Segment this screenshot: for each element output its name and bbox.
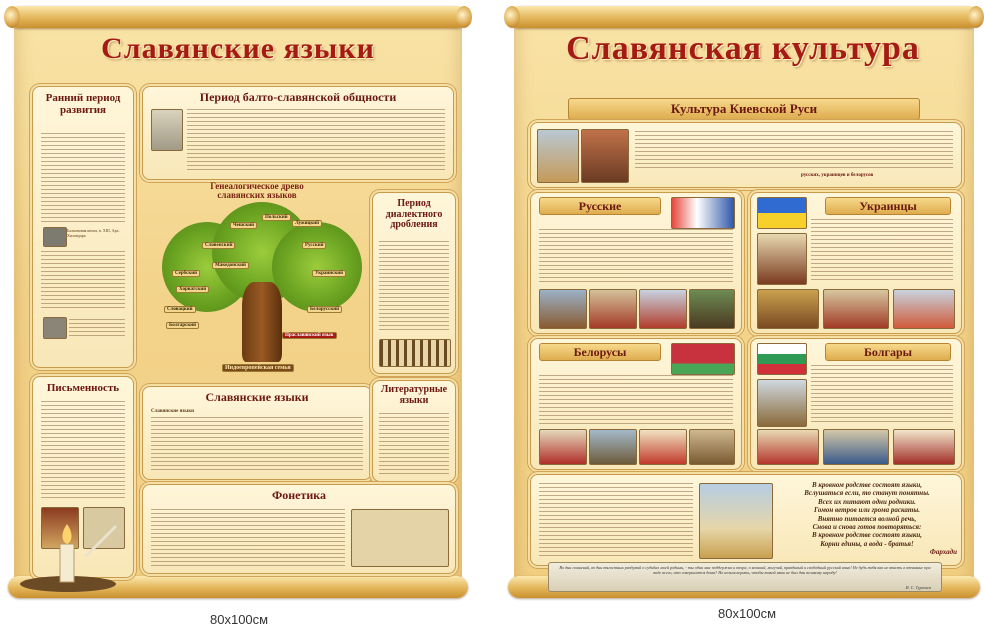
poem-line: Корни едины, а вода - братья! — [820, 539, 914, 548]
russia-map-image — [671, 197, 735, 229]
russians-photo-3 — [639, 289, 687, 329]
russians-photo-1 — [539, 289, 587, 329]
ukrainians-photo-2 — [757, 289, 819, 329]
branch-label-slovenian: Словенский — [202, 242, 235, 249]
panel-early-period — [32, 86, 134, 368]
balto-text — [187, 109, 445, 173]
panel-literary-title: Литературные языки — [380, 384, 448, 406]
ukraine-map-image — [757, 197, 807, 229]
belarusians-title: Белорусы — [539, 343, 661, 361]
bulgarians-photo-4 — [893, 429, 955, 465]
bulgarians-title: Болгары — [825, 343, 951, 361]
bulgarians-photo-2 — [757, 429, 819, 465]
literary-text — [379, 413, 449, 475]
kiev-text — [635, 131, 953, 171]
panel-russians — [530, 192, 742, 334]
tree-title: Генеалогическое древо славянских языков — [210, 181, 304, 201]
poem-line: В кровном родстве состоят языки, — [811, 481, 923, 489]
panel-early-period-title: Ранний период развития — [45, 92, 121, 116]
panel-belarusians — [530, 338, 742, 470]
poem-line: В кровном родстве состоят языки, — [811, 531, 923, 540]
bulgarians-text — [811, 365, 953, 425]
ukrainians-text — [811, 219, 953, 283]
tree-trunk — [242, 282, 282, 362]
panel-balto-slavic — [142, 86, 454, 180]
quote-ribbon — [548, 562, 942, 592]
belarusians-photo-2 — [589, 429, 637, 465]
branch-label-ukrainian: Украинский — [312, 270, 346, 277]
right-poster — [508, 6, 980, 621]
candle-inkwell-decoration — [16, 506, 126, 596]
right-size-label: 80x100см — [718, 606, 777, 621]
ukrainians-photo-3 — [823, 289, 889, 329]
kiev-culture-ribbon: Культура Киевской Руси — [568, 98, 920, 120]
poem-author: Фархади — [929, 548, 957, 557]
panel-phonetics — [142, 484, 456, 574]
ukrainians-title: Украинцы — [825, 197, 951, 215]
slavic-lead-word: Славянские языки — [151, 409, 194, 414]
bulgaria-map-image — [757, 343, 807, 375]
tree-trunk-label: Праславянский язык — [282, 332, 337, 339]
branch-label-bulgarian: Болгарский — [166, 322, 199, 329]
quote-author: И. С. Тургенев — [905, 585, 931, 590]
old-manuscript-image — [43, 317, 67, 339]
tree-root-label: Индоевропейская семья — [222, 364, 294, 372]
poem-intro-text — [539, 483, 693, 557]
belarusians-photo-1 — [539, 429, 587, 465]
bulgarians-photo-1 — [757, 379, 807, 427]
slavic-text — [151, 417, 363, 473]
branch-label-slovak: Словацкий — [164, 306, 196, 313]
poem-line: Снова и снова готов повторяться: — [812, 523, 922, 532]
birch-bark-image — [43, 227, 67, 247]
left-size-label: 80x100см — [210, 612, 269, 627]
branch-label-serbian: Сербский — [172, 270, 200, 277]
russians-text — [539, 229, 733, 283]
panel-poem — [530, 474, 962, 566]
left-poster-title: Славянские языки — [101, 32, 375, 65]
writing-text — [41, 401, 125, 501]
branch-label-sorbian: Лужицкий — [292, 220, 322, 227]
panel-balto-slavic-title: Период балто-славянской общности — [199, 90, 397, 104]
bulgarians-photo-3 — [823, 429, 889, 465]
kiev-painting-image — [581, 129, 629, 183]
phonetics-text — [151, 509, 345, 567]
early-text-3 — [69, 319, 125, 337]
ancient-letters-image — [351, 509, 449, 567]
early-text — [41, 133, 125, 223]
branch-label-polish: Польский — [262, 214, 291, 221]
panel-dialect-title: Период диалектного дробления — [385, 198, 443, 230]
branch-label-croatian: Хорватский — [176, 286, 209, 293]
right-top-roll-end — [504, 6, 520, 28]
branch-label-russian: Русский — [302, 242, 326, 249]
panel-dialect — [372, 192, 456, 374]
belarusians-text — [539, 375, 733, 425]
left-top-roll-end — [4, 6, 20, 28]
panel-bulgarians — [750, 338, 962, 470]
branch-label-czech: Чешский — [230, 222, 257, 229]
right-top-roll-end-right — [968, 6, 984, 28]
russians-title: Русские — [539, 197, 661, 215]
panel-phonetics-title: Фонетика — [271, 488, 327, 502]
right-top-scroll — [508, 6, 980, 28]
panel-literary-languages — [372, 380, 456, 482]
runes-image — [379, 339, 451, 367]
quote-text: Во дни сомнений, во дни тягостных раздумий о судьбах моей родины, - ты одна мне поддержка и опора, о великий, могучий, правдивый и свободный русский язык! Не будь тебя как не впасть в отчаяние при виде всего, что совершается дома? Но нельзя верить, чтобы такой язык не был дан великому народу! — [559, 565, 931, 576]
dialect-text — [379, 241, 449, 331]
panel-ukrainians — [750, 192, 962, 334]
branch-label-macedonian: Македонский — [212, 262, 249, 269]
belarus-map-image — [671, 343, 735, 375]
belarusians-photo-4 — [689, 429, 735, 465]
panel-kiev-culture — [530, 122, 962, 188]
poem — [777, 481, 957, 557]
early-text-2 — [41, 251, 125, 311]
russians-photo-2 — [589, 289, 637, 329]
cathedral-image — [699, 483, 773, 559]
ancient-inscription-image — [151, 109, 183, 151]
ukrainians-photo-1 — [757, 233, 807, 285]
branch-label-belarusian: Белорусский — [307, 306, 342, 313]
panel-writing-title: Письменность — [46, 382, 120, 394]
poem-line: Вслушаться если, то станут понятны. — [804, 489, 930, 498]
russians-photo-4 — [689, 289, 735, 329]
poem-line: Всех их питают одни родники. — [818, 497, 916, 506]
tree-crown-right — [272, 222, 362, 312]
left-poster — [8, 6, 468, 627]
panel-slavic-languages-title: Славянские языки — [205, 390, 309, 404]
panel-slavic-languages — [142, 386, 372, 480]
kiev-church-image — [537, 129, 579, 183]
ukrainians-photo-4 — [893, 289, 955, 329]
left-top-roll-end-right — [456, 6, 472, 28]
kiev-nations-text: русских, украинцев и белорусов — [801, 173, 874, 178]
belarusians-photo-3 — [639, 429, 687, 465]
poem-line: Внятно питается волной речь, — [817, 514, 917, 523]
left-top-scroll — [8, 6, 468, 28]
early-caption: Балкановая книга, в. XIII, Арх. Хиландара — [67, 228, 120, 238]
poem-line: Гомон ветров или грома раскаты. — [814, 506, 920, 515]
panel-genealogy-tree — [142, 182, 372, 382]
right-poster-title: Славянская культура — [566, 30, 920, 67]
